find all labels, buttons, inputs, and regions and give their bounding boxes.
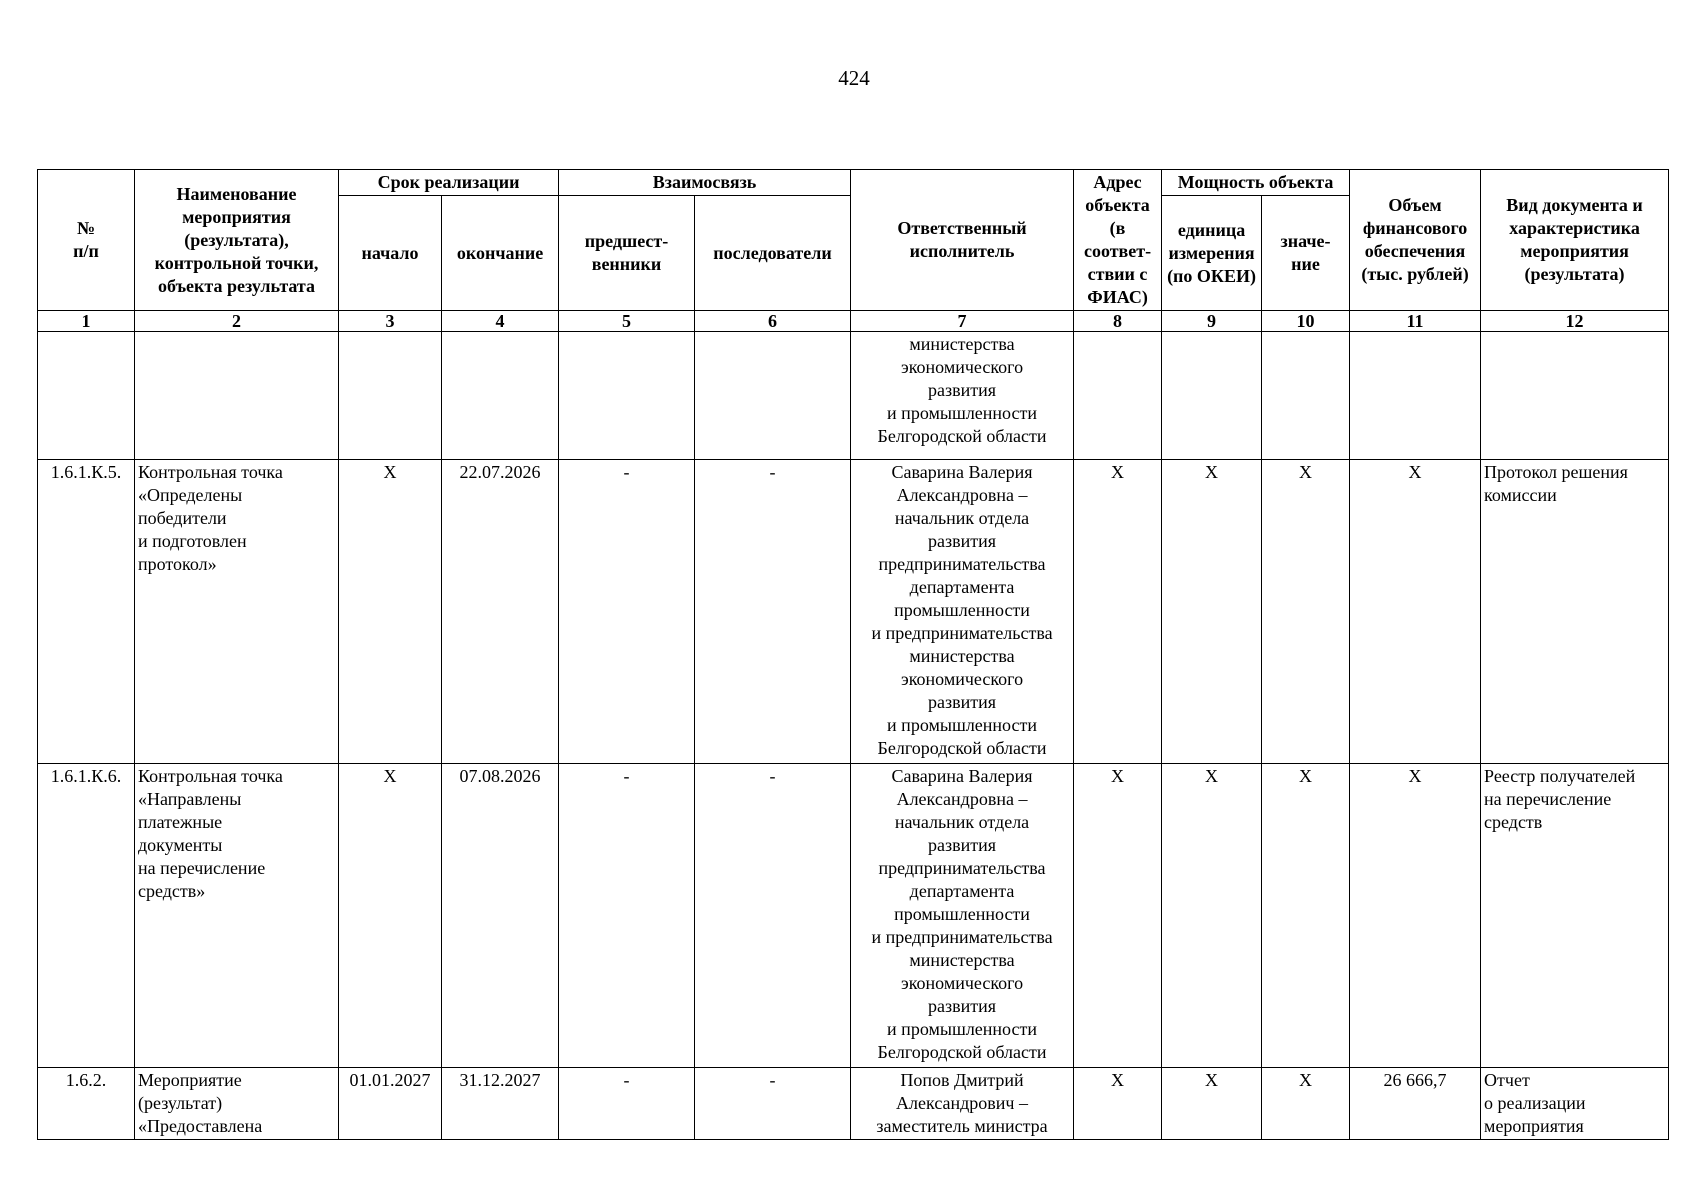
column-number: 4	[442, 311, 559, 332]
column-number: 7	[851, 311, 1074, 332]
cell-finance: X	[1350, 460, 1481, 764]
column-number: 10	[1262, 311, 1350, 332]
implementation-plan-table	[37, 169, 1669, 1140]
cell-address: X	[1074, 460, 1162, 764]
cell-responsible: Саварина Валерия Александровна – начальник отдела развития предпринимательства департамента промышленности и предпринимательства министерства экономического развития и промышленности Белгородской области	[851, 460, 1074, 764]
cell-address	[1074, 332, 1162, 460]
cell-followers: -	[695, 460, 851, 764]
header-address: Адрес объекта (в соответ-ствии с ФИАС)	[1074, 170, 1162, 311]
header-responsible: Ответственный исполнитель	[851, 170, 1074, 311]
cell-unit: X	[1162, 1068, 1262, 1140]
cell-end: 07.08.2026	[442, 764, 559, 1068]
header-relation: Взаимосвязь	[559, 170, 851, 196]
table-row	[38, 764, 1669, 1068]
column-number: 5	[559, 311, 695, 332]
cell-document	[1481, 332, 1669, 460]
header-start: начало	[339, 196, 442, 311]
column-number: 12	[1481, 311, 1669, 332]
cell-finance: X	[1350, 764, 1481, 1068]
cell-predecessors: -	[559, 1068, 695, 1140]
cell-number: 1.6.1.К.6.	[38, 764, 135, 1068]
table-row	[38, 332, 1669, 460]
cell-predecessors: -	[559, 764, 695, 1068]
column-number: 2	[135, 311, 339, 332]
table-row	[38, 460, 1669, 764]
cell-start	[339, 332, 442, 460]
page-number: 424	[838, 66, 870, 90]
column-number: 9	[1162, 311, 1262, 332]
column-number: 1	[38, 311, 135, 332]
cell-number	[38, 332, 135, 460]
cell-followers: -	[695, 1068, 851, 1140]
cell-finance	[1350, 332, 1481, 460]
cell-number: 1.6.2.	[38, 1068, 135, 1140]
cell-document: Протокол решения комиссии	[1481, 460, 1669, 764]
cell-value	[1262, 332, 1350, 460]
cell-name: Контрольная точка «Направлены платежные документы на перечисление средств»	[135, 764, 339, 1068]
column-number: 6	[695, 311, 851, 332]
header-end: окончание	[442, 196, 559, 311]
cell-name: Контрольная точка «Определены победители и подготовлен протокол»	[135, 460, 339, 764]
header-name: Наименование мероприятия (результата), контрольной точки, объекта результата	[135, 170, 339, 311]
cell-number: 1.6.1.К.5.	[38, 460, 135, 764]
cell-predecessors: -	[559, 460, 695, 764]
header-value: значе- ние	[1262, 196, 1350, 311]
header-unit: единица измерения (по ОКЕИ)	[1162, 196, 1262, 311]
cell-address: X	[1074, 1068, 1162, 1140]
cell-start: X	[339, 764, 442, 1068]
cell-start: 01.01.2027	[339, 1068, 442, 1140]
column-number: 3	[339, 311, 442, 332]
cell-predecessors	[559, 332, 695, 460]
cell-unit	[1162, 332, 1262, 460]
header-period: Срок реализации	[339, 170, 559, 196]
cell-responsible: министерства экономического развития и промышленности Белгородской области	[851, 332, 1074, 460]
cell-unit: X	[1162, 460, 1262, 764]
cell-end	[442, 332, 559, 460]
cell-value: X	[1262, 460, 1350, 764]
cell-document: Реестр получателей на перечисление средств	[1481, 764, 1669, 1068]
header-capacity: Мощность объекта	[1162, 170, 1350, 196]
column-number: 11	[1350, 311, 1481, 332]
cell-name	[135, 332, 339, 460]
cell-followers	[695, 332, 851, 460]
cell-address: X	[1074, 764, 1162, 1068]
cell-followers: -	[695, 764, 851, 1068]
cell-responsible: Саварина Валерия Александровна – начальник отдела развития предпринимательства департамента промышленности и предпринимательства министерства экономического развития и промышленности Белгородской области	[851, 764, 1074, 1068]
cell-finance: 26 666,7	[1350, 1068, 1481, 1140]
header-followers: последователи	[695, 196, 851, 311]
header-document: Вид документа и характеристика мероприятия (результата)	[1481, 170, 1669, 311]
header-number: № п/п	[38, 170, 135, 311]
column-number: 8	[1074, 311, 1162, 332]
cell-name: Мероприятие (результат) «Предоставлена	[135, 1068, 339, 1140]
cell-value: X	[1262, 764, 1350, 1068]
cell-unit: X	[1162, 764, 1262, 1068]
header-predecessors: предшест- венники	[559, 196, 695, 311]
cell-start: X	[339, 460, 442, 764]
cell-document: Отчет о реализации мероприятия	[1481, 1068, 1669, 1140]
cell-end: 31.12.2027	[442, 1068, 559, 1140]
cell-end: 22.07.2026	[442, 460, 559, 764]
cell-responsible: Попов Дмитрий Александрович – заместитель министра	[851, 1068, 1074, 1140]
table-row	[38, 1068, 1669, 1140]
cell-value: X	[1262, 1068, 1350, 1140]
header-finance: Объем финансового обеспечения (тыс. рублей)	[1350, 170, 1481, 311]
